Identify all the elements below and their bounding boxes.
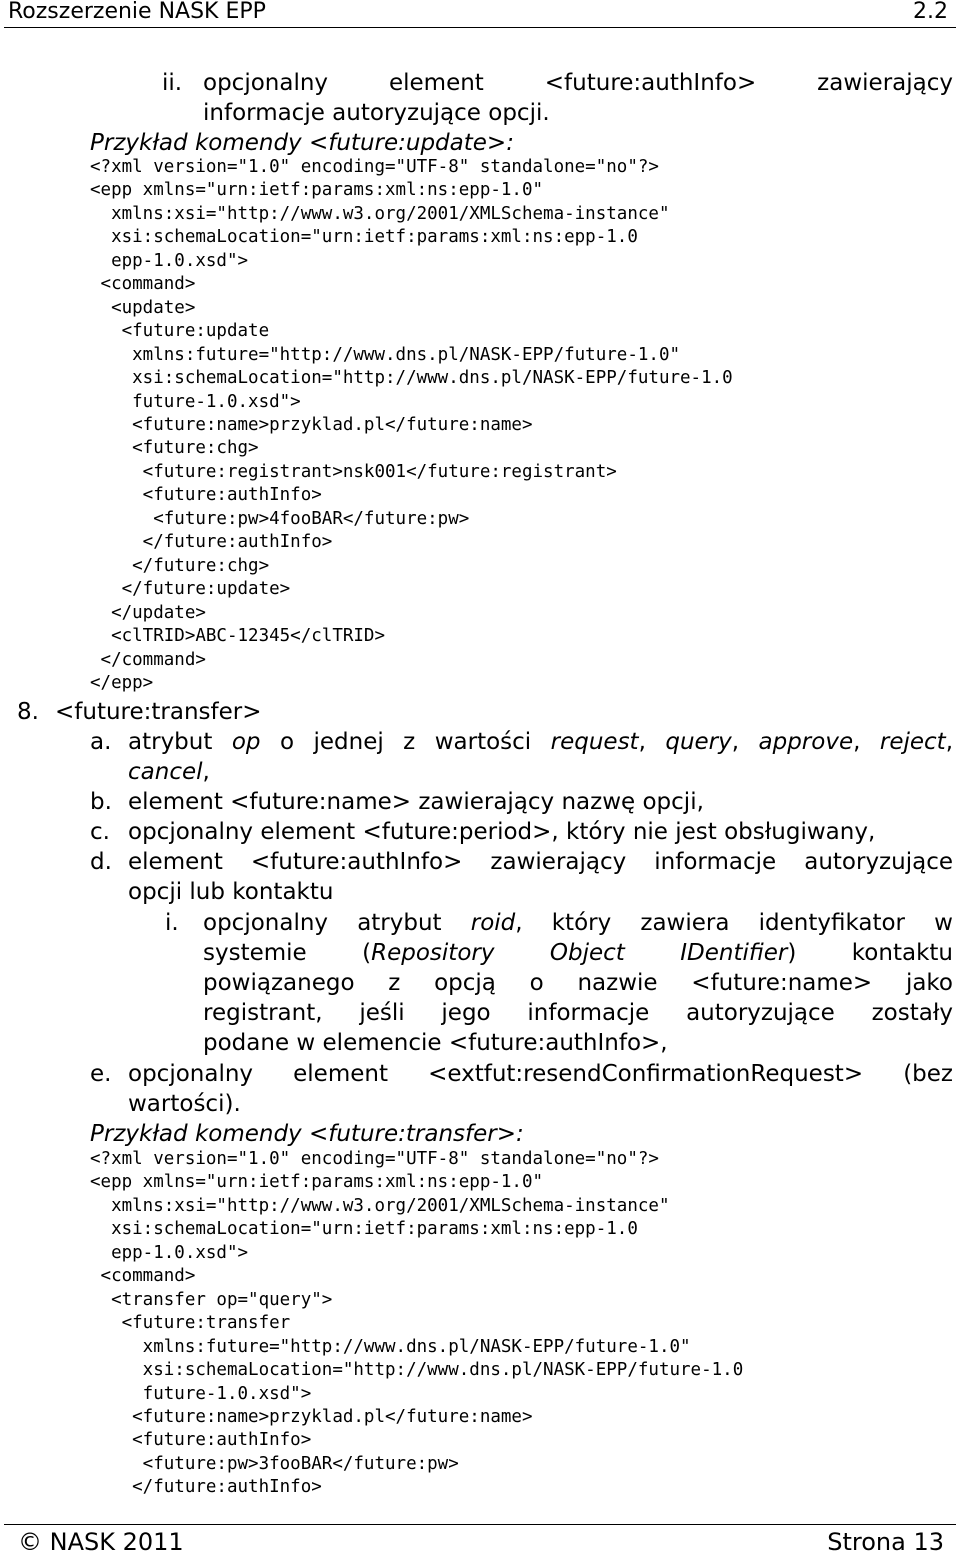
code-line: xmlns:xsi="http://www.w3.org/2001/XMLSchema-instance" xyxy=(90,203,670,224)
footer-divider xyxy=(4,1524,956,1525)
code-line: <epp xmlns="urn:ietf:params:xml:ns:epp-1.0" xyxy=(90,180,544,201)
item-e-line1: opcjonalny element <extfut:resendConfirmationRequest> (bez xyxy=(128,1061,953,1087)
code-line: <future:pw>4fooBAR</future:pw> xyxy=(90,508,470,529)
list-marker-ii: ii. xyxy=(162,70,183,96)
code-line: <?xml version="1.0" encoding="UTF-8" standalone="no"?> xyxy=(90,157,659,177)
item-d-i-line4: registrant, jeśli jego informacje autoryzujące zostały xyxy=(203,1000,953,1026)
code-line: <future:chg> xyxy=(90,438,259,459)
code-line: <future:name>przyklad.pl</future:name> xyxy=(90,414,533,435)
page-number: Strona 13 xyxy=(827,1528,944,1556)
item-d-line1: element <future:authInfo> zawierający informacje autoryzujące xyxy=(128,849,953,875)
list-marker-a: a. xyxy=(90,729,112,755)
update-example-code xyxy=(90,156,733,695)
code-line: epp-1.0.xsd"> xyxy=(90,1242,249,1263)
item-ii-line1: opcjonalny element <future:authInfo> zawierający xyxy=(203,70,953,96)
item-e-line2: wartości). xyxy=(128,1091,241,1117)
item-ii-line2: informacje autoryzujące opcji. xyxy=(203,100,550,126)
item-c-text: opcjonalny element <future:period>, który nie jest obsługiwany, xyxy=(128,819,876,845)
code-line: xmlns:xsi="http://www.w3.org/2001/XMLSchema-instance" xyxy=(90,1195,670,1216)
list-marker-d-i: i. xyxy=(165,910,179,936)
code-line: <transfer op="query"> xyxy=(90,1289,333,1310)
header-divider xyxy=(4,27,956,28)
item-a-line2: cancel, xyxy=(128,759,210,785)
code-line: <future:name>przyklad.pl</future:name> xyxy=(90,1406,533,1427)
code-line: <clTRID>ABC-12345</clTRID> xyxy=(90,626,386,647)
item-d-i-line3: powiązanego z opcją o nazwie <future:name> jako xyxy=(203,970,953,996)
code-line: <?xml version="1.0" encoding="UTF-8" standalone="no"?> xyxy=(90,1149,659,1169)
code-line: </epp> xyxy=(90,672,154,693)
code-line: </update> xyxy=(90,602,206,623)
document-title: Rozszerzenie NASK EPP xyxy=(8,0,266,24)
item-d-i-line1: opcjonalny atrybut roid, który zawiera identyfikator w xyxy=(203,910,953,936)
code-line: xmlns:future="http://www.dns.pl/NASK-EPP/future-1.0" xyxy=(90,1336,691,1357)
item-b-text: element <future:name> zawierający nazwę opcji, xyxy=(128,789,704,815)
list-marker-c: c. xyxy=(90,819,110,845)
code-line: xmlns:future="http://www.dns.pl/NASK-EPP/future-1.0" xyxy=(90,344,681,365)
code-line: <future:registrant>nsk001</future:registrant> xyxy=(90,461,617,482)
copyright-notice: © NASK 2011 xyxy=(18,1528,184,1556)
page-header xyxy=(0,0,960,28)
item-d-line2: opcji lub kontaktu xyxy=(128,879,334,905)
list-marker-d: d. xyxy=(90,849,112,875)
code-line: <command> xyxy=(90,274,196,295)
transfer-example-code xyxy=(90,1148,743,1500)
code-line: <future:transfer xyxy=(90,1313,291,1334)
code-line: </future:authInfo> xyxy=(90,532,333,553)
code-line: xsi:schemaLocation="urn:ietf:params:xml:ns:epp-1.0 xyxy=(90,1219,638,1240)
code-line: future-1.0.xsd"> xyxy=(90,391,301,412)
code-line: <epp xmlns="urn:ietf:params:xml:ns:epp-1.0" xyxy=(90,1172,544,1193)
update-example-heading: Przykład komendy <future:update>: xyxy=(90,130,514,156)
code-line: xsi:schemaLocation="http://www.dns.pl/NASK-EPP/future-1.0 xyxy=(90,368,733,389)
code-line: </future:authInfo> xyxy=(90,1477,322,1498)
code-line: xsi:schemaLocation="urn:ietf:params:xml:ns:epp-1.0 xyxy=(90,227,638,248)
section-heading: <future:transfer> xyxy=(55,699,262,725)
code-line: <update> xyxy=(90,297,196,318)
item-a-line1: atrybut op o jednej z wartości request, query, approve, reject, xyxy=(128,729,953,755)
item-d-i-line5: podane w elemencie <future:authInfo>, xyxy=(203,1030,668,1056)
section-number: 8. xyxy=(17,699,39,725)
code-line: </future:chg> xyxy=(90,555,270,576)
code-line: <future:update xyxy=(90,321,270,342)
list-marker-b: b. xyxy=(90,789,112,815)
code-line: epp-1.0.xsd"> xyxy=(90,250,249,271)
code-line: <future:pw>3fooBAR</future:pw> xyxy=(90,1453,459,1474)
code-line: </command> xyxy=(90,649,206,670)
code-line: <command> xyxy=(90,1266,196,1287)
document-version: 2.2 xyxy=(913,0,948,24)
code-line: <future:authInfo> xyxy=(90,1430,312,1451)
code-line: <future:authInfo> xyxy=(90,485,322,506)
code-line: xsi:schemaLocation="http://www.dns.pl/NASK-EPP/future-1.0 xyxy=(90,1360,744,1381)
transfer-example-heading: Przykład komendy <future:transfer>: xyxy=(90,1121,524,1147)
code-line: </future:update> xyxy=(90,579,291,600)
page-footer xyxy=(0,1520,960,1555)
item-d-i-line2: systemie (Repository Object IDentifier) kontaktu xyxy=(203,940,953,966)
list-marker-e: e. xyxy=(90,1061,112,1087)
code-line: future-1.0.xsd"> xyxy=(90,1383,312,1404)
